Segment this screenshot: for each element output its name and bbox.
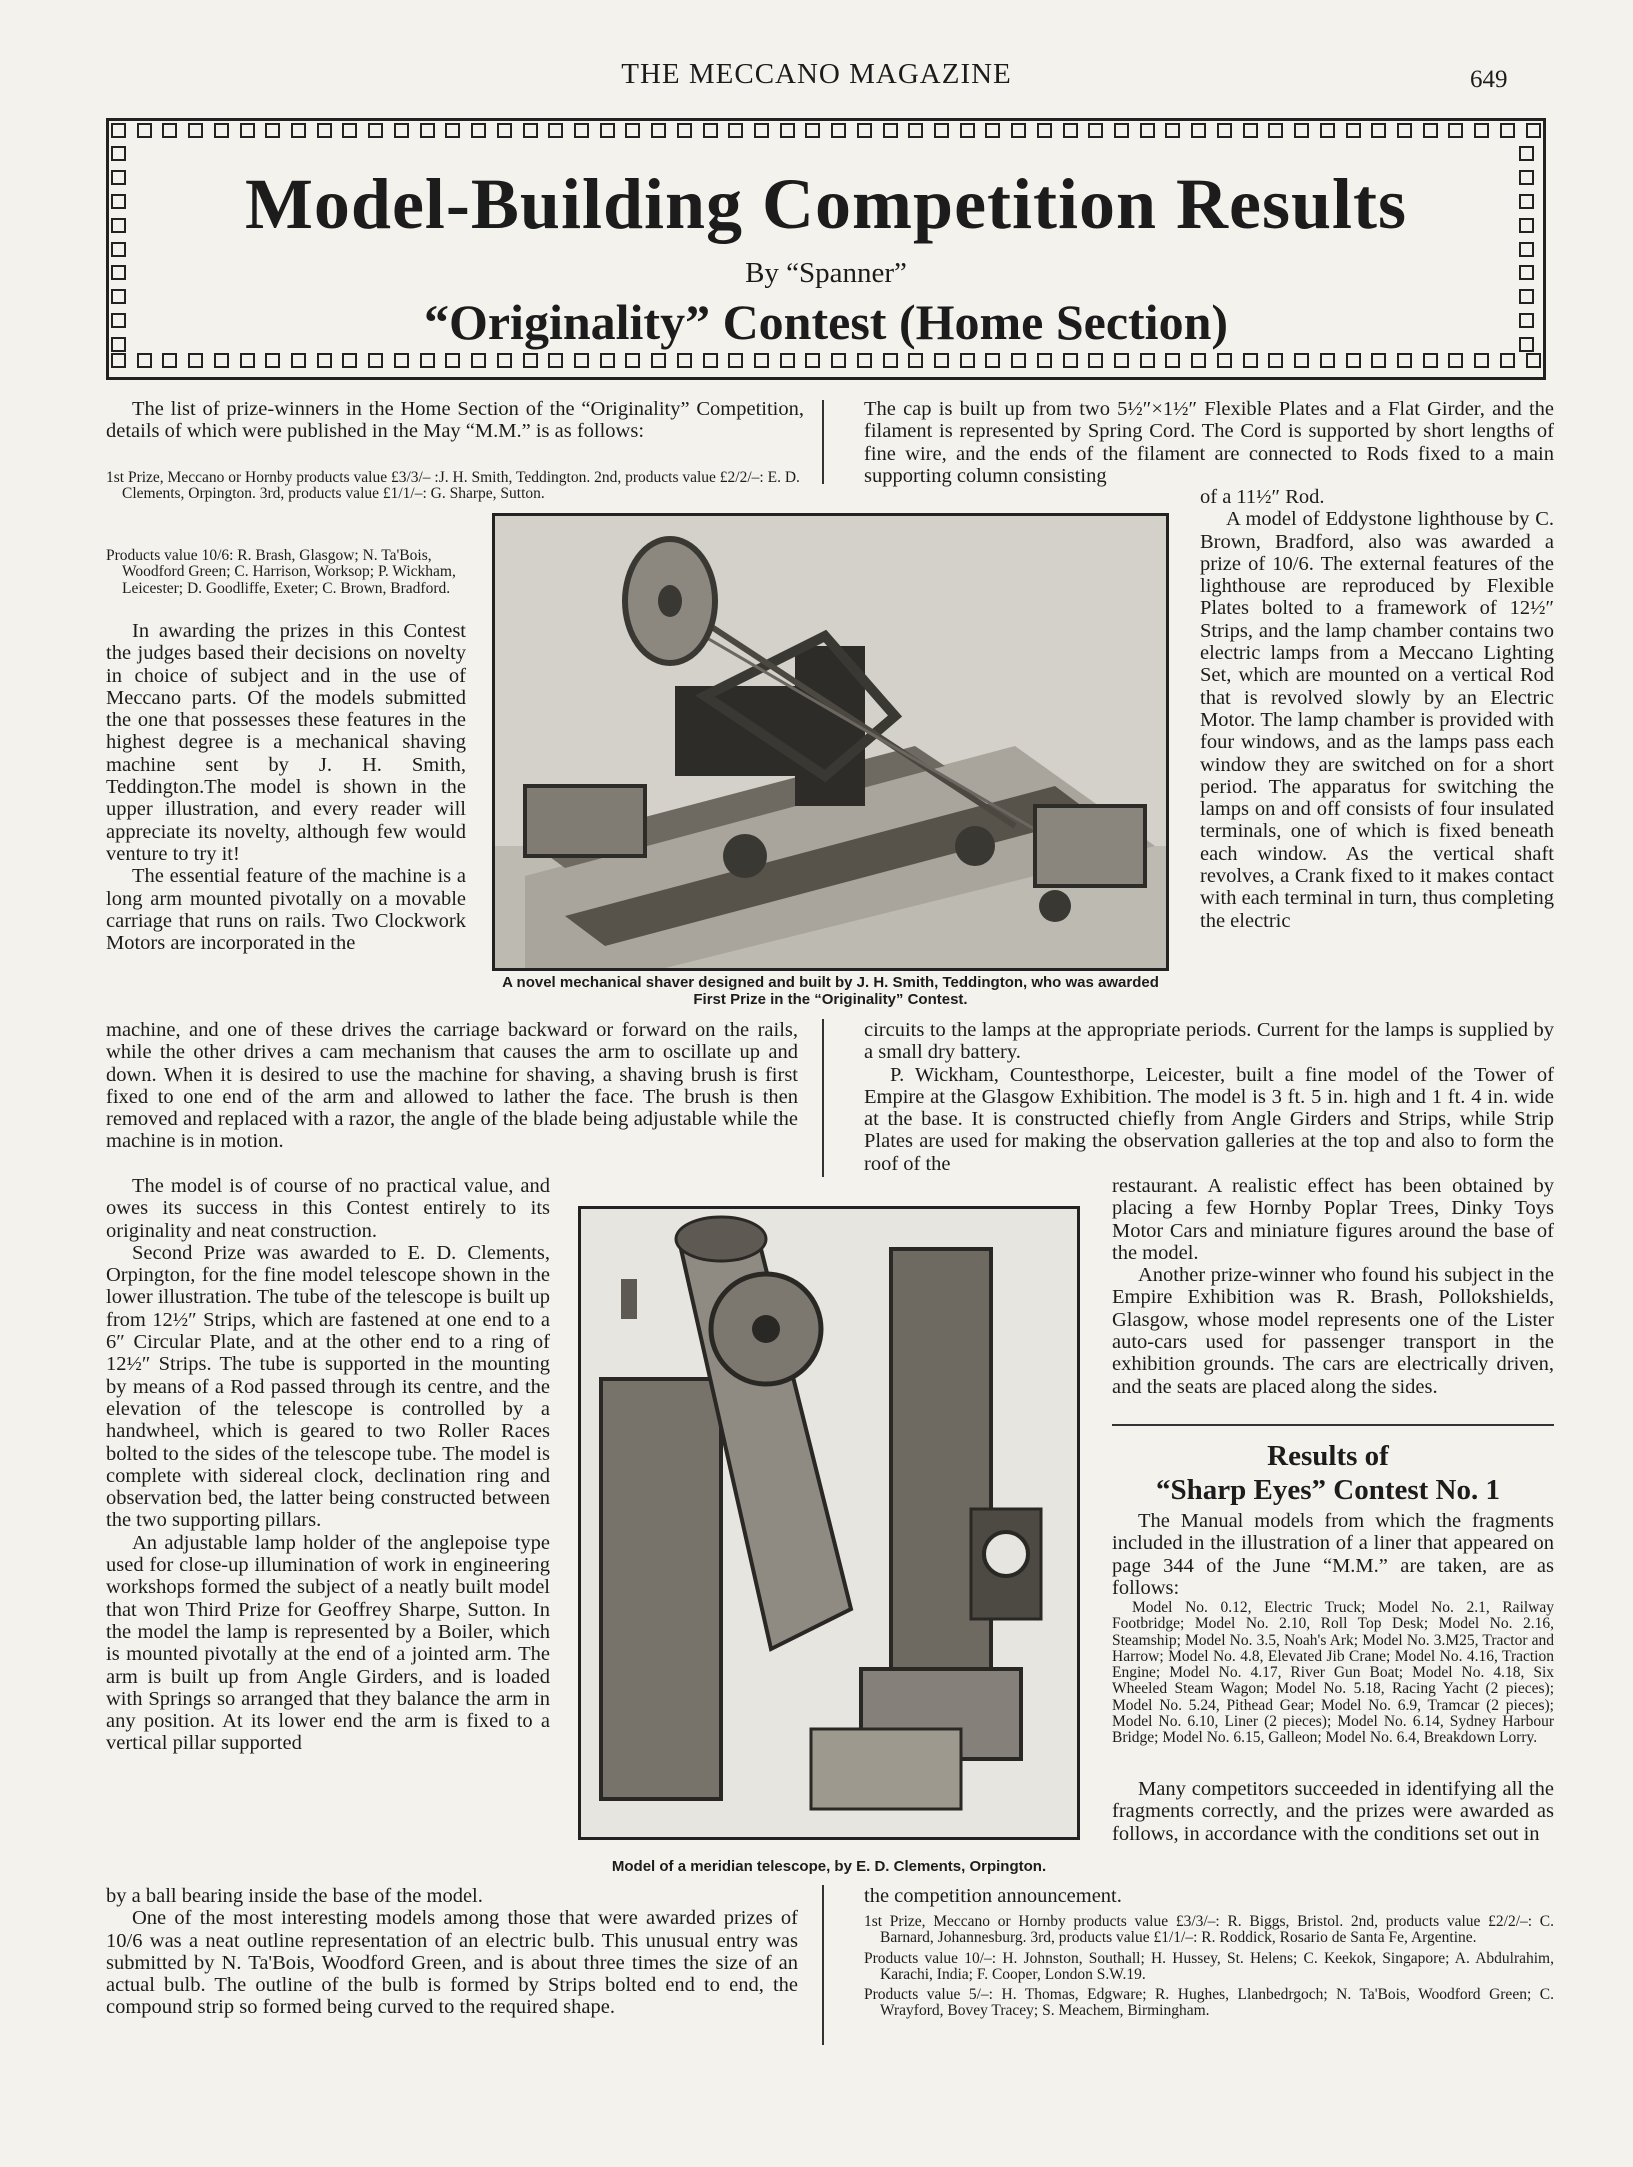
border-square: [600, 123, 615, 138]
telescope-illustration: [581, 1209, 1077, 1837]
lamp-paragraph: An adjustable lamp holder of the anglepoise type used for close-up illumination of work in engineering workshops formed the subject of a neatly built model that won Third Prize for Geoffrey Sharpe, Sutton. In the model the lamp is represented by a Boiler, which is mounted pivotally at the end of a jointed arm. The arm is built up from Angle Girders, and is loaded with Springs so arranged that they balance the arm in any position. At its lower end the arm is fixed to a vertical pillar supported: [106, 1531, 550, 1755]
border-square: [317, 123, 332, 138]
shaver-illustration: [495, 516, 1166, 968]
border-square: [908, 353, 923, 368]
border-square: [1526, 353, 1541, 368]
border-square: [934, 123, 949, 138]
border-square: [548, 123, 563, 138]
border-square: [1320, 353, 1335, 368]
bulb-paragraph-cont: The cap is built up from two 5½″×1½″ Flexible Plates and a Flat Girder, and the filament is represented by Spring Cord. The Cord is supported by short lengths of fine wire, and the ends of the filament are connected to Rods fixed to a main supporting column consisting: [864, 398, 1554, 487]
bulb-paragraph-end: of a 11½″ Rod.: [1200, 486, 1325, 508]
border-square: [1268, 123, 1283, 138]
border-square: [960, 353, 975, 368]
col2-middle-text: [864, 1019, 1554, 1175]
border-square: [1037, 353, 1052, 368]
border-square: [111, 146, 126, 161]
border-square: [1114, 353, 1129, 368]
border-square: [1243, 123, 1258, 138]
border-square: [600, 353, 615, 368]
column-rule-middle: [822, 1019, 824, 1177]
border-square: [908, 123, 923, 138]
prize-list-10-6: [106, 548, 468, 601]
shaver-paragraph: In awarding the prizes in this Contest the judges based their decisions on novelty in choice of subject and in the use of Meccano parts. Of the models submitted the one that possesses these features in the highest degree is a mechanical shaving machine sent by J. H. Smith, Teddington.The model is shown in the upper illustration, and every reader will appreciate its novelty, although few would venture to try it!: [106, 620, 466, 865]
models-list: [1112, 1600, 1554, 1751]
col1-narrow-lower-text: [106, 1175, 550, 1755]
border-square: [137, 353, 152, 368]
border-square: [1397, 123, 1412, 138]
border-square: [1500, 123, 1515, 138]
border-square: [420, 123, 435, 138]
col1-narrow-text: [106, 620, 466, 954]
border-square: [1423, 123, 1438, 138]
border-square: [394, 123, 409, 138]
border-square: [420, 353, 435, 368]
telescope-caption: Model of a meridian telescope, by E. D. Clements, Orpington.: [611, 1858, 1047, 1875]
border-square: [1397, 353, 1412, 368]
border-square: [265, 123, 280, 138]
border-square: [471, 123, 486, 138]
tower-paragraph: P. Wickham, Countesthorpe, Leicester, built a fine model of the Tower of Empire at the Glasgow Exhibition. The model is 3 ft. 5 in. high and 1 ft. 4 in. wide at the base. It is constructed chiefly from Angle Girders and Strips, while Strip Plates are used for making the observation galleries at the top and also to form the roof of the: [864, 1063, 1554, 1175]
border-square: [137, 123, 152, 138]
border-square: [1474, 353, 1489, 368]
shaver-feature-paragraph: The essential feature of the machine is a long arm mounted pivotally on a movable carriage that runs on rails. Two Clockwork Motors are incorporated in the: [106, 865, 466, 955]
border-square: [1448, 123, 1463, 138]
border-square: [548, 353, 563, 368]
border-square: [111, 353, 126, 368]
winners-intro-text: Many competitors succeeded in identifying all the fragments correctly, and the prizes were awarded as follows, in accordance with the conditions set out in: [1112, 1778, 1554, 1845]
border-square: [985, 123, 1000, 138]
border-square: [805, 353, 820, 368]
telescope-paragraph: Second Prize was awarded to E. D. Clements, Orpington, for the fine model telescope shown in the lower illustration. The tube of the telescope is built up from 12½″ Strips, which are fastened at one end to a 6″ Circular Plate, and at the other end to a ring of 12½″ Strips. The tube is supported in the mounting by means of a Rod passed through its centre, and the elevation of the telescope is controlled by a handwheel, which is geared to two Roller Races bolted to the sides of the telescope tube. The model is complete with sidereal clock, declination ring and observation bed, the latter being constructed between the two supporting pillars.: [106, 1241, 550, 1532]
border-square: [703, 353, 718, 368]
lamp-paragraph-end: by a ball bearing inside the base of the model.: [106, 1885, 483, 1907]
bulb-paragraph: One of the most interesting models among those that were awarded prizes of 10/6 was a neat outline representation of an electric bulb. This unusual entry was submitted by N. Ta'Bois, Woodford Green, and is about three times the size of an actual bulb. The outline of the bulb is formed by Strips bolted end to end, the compound strip so formed being curved to the required shape.: [106, 1907, 798, 2019]
border-square: [883, 353, 898, 368]
border-square: [1371, 353, 1386, 368]
border-square: [857, 123, 872, 138]
border-square: [1474, 123, 1489, 138]
sharp-eyes-prize-5: Products value 5/–: H. Thomas, Edgware; R. Hughes, Llanbedrgoch; N. Ta'Bois, Woodford Green; C. Wrayford, Bovey Tracey; S. Meachem, Birmingham.: [864, 1986, 1554, 2020]
prize-list-10-6-text: Products value 10/6: R. Brash, Glasgow; N. Ta'Bois, Woodford Green; C. Harrison, Worksop; P. Wickham, Leicester; D. Goodliffe, Exeter; C. Brown, Bradford.: [106, 547, 456, 597]
intro-text: The list of prize-winners in the Home Section of the “Originality” Competition, details of which were published in the May “M.M.” is as follows:: [106, 398, 804, 443]
border-square: [1088, 123, 1103, 138]
col1-bottom-text: [106, 1885, 798, 2019]
lighthouse-paragraph: A model of Eddystone lighthouse by C. Brown, Bradford, also was awarded a prize of 10/6. The external features of the lighthouse are reproduced by Flexible Plates bolted to a framework of 12½″ Strips, and the lamp chamber contains two electric lamps from a Meccano Lighting Set, which are mounted on a vertical Rod that is revolved slowly by an Electric Motor. The lamp chamber is provided with four windows, and as the lamps pass each window they are switched on for a short period. The apparatus for switching the lamps on and off consists of four insulated terminals, one of which is fixed beneath each window. As the vertical shaft revolves, a Crank fixed to it makes contact with each terminal in turn, thus completing the electric: [1200, 508, 1554, 932]
prize-list-text: 1st Prize, Meccano or Hornby products value £3/3/– :J. H. Smith, Teddington. 2nd, products value £2/2/–: E. D. Clements, Orpington. 3rd, products value £1/1/–: G. Sharpe, Sutton.: [106, 469, 800, 503]
section-divider: [1112, 1424, 1554, 1426]
border-square: [1114, 123, 1129, 138]
border-square: [1526, 123, 1541, 138]
border-square: [1448, 353, 1463, 368]
border-square: [780, 353, 795, 368]
border-square: [703, 123, 718, 138]
sharp-eyes-intro-text: The Manual models from which the fragments included in the illustration of a liner that appeared on page 344 of the June “M.M.” are taken, are as follows:: [1112, 1510, 1554, 1599]
border-square: [1088, 353, 1103, 368]
border-square: [1191, 123, 1206, 138]
intro-paragraph: [106, 398, 804, 443]
border-square: [625, 353, 640, 368]
border-square: [342, 353, 357, 368]
border-square: [1346, 123, 1361, 138]
decorative-border-bottom: [109, 353, 1543, 375]
border-square: [934, 353, 949, 368]
border-square: [1191, 353, 1206, 368]
border-square: [1268, 353, 1283, 368]
sharp-eyes-announcement: [864, 1885, 1554, 1907]
sharp-eyes-prize-10: Products value 10/–: H. Johnston, Southall; H. Hussey, St. Helens; C. Keekok, Singapore; A. Abdulrahim, Karachi, India; F. Cooper, London S.W.19.: [864, 1949, 1554, 1983]
col2-narrow-text: [1200, 486, 1554, 932]
shaver-photo: [492, 513, 1169, 971]
border-square: [1243, 353, 1258, 368]
border-square: [728, 353, 743, 368]
border-square: [1037, 123, 1052, 138]
border-square: [162, 123, 177, 138]
border-square: [317, 353, 332, 368]
border-square: [214, 353, 229, 368]
border-square: [162, 353, 177, 368]
practical-value-paragraph: The model is of course of no practical value, and owes its success in this Contest entirely to its originality and neat construction.: [106, 1175, 550, 1242]
sharp-eyes-winners-intro: [1112, 1778, 1554, 1845]
border-square: [1346, 353, 1361, 368]
prize-list-line1: [106, 470, 806, 507]
border-square: [368, 353, 383, 368]
border-square: [1294, 353, 1309, 368]
page-number: 649: [1470, 66, 1508, 93]
border-square: [754, 123, 769, 138]
border-square: [677, 353, 692, 368]
border-square: [523, 123, 538, 138]
sharp-eyes-intro: [1112, 1510, 1554, 1599]
border-square: [1011, 353, 1026, 368]
autocar-paragraph: Another prize-winner who found his subject in the Empire Exhibition was R. Brash, Pollokshields, Glasgow, whose model represents one of the Lister auto-cars used for passenger transport in the exhibition grounds. The cars are electrically driven, and the seats are placed along the sides.: [1112, 1264, 1554, 1398]
border-square: [265, 353, 280, 368]
border-square: [754, 353, 769, 368]
border-square: [831, 123, 846, 138]
byline: By “Spanner”: [745, 257, 907, 289]
border-square: [1294, 123, 1309, 138]
border-square: [214, 123, 229, 138]
column-rule-top: [822, 400, 824, 484]
border-square: [1320, 123, 1335, 138]
telescope-photo: [578, 1206, 1080, 1840]
border-square: [394, 353, 409, 368]
border-square: [651, 353, 666, 368]
border-square: [677, 123, 692, 138]
shaver-operation-paragraph: machine, and one of these drives the carriage backward or forward on the rails, while the other drives a cam mechanism that causes the arm to oscillate up and down. When it is desired to use the machine for shaving, a shaving brush is first fixed to one end of the arm and allowed to lather the face. The brush is then removed and replaced with a razor, the angle of the blade being adjustable while the machine is in motion.: [106, 1019, 798, 1153]
border-square: [1519, 146, 1534, 161]
border-square: [188, 353, 203, 368]
models-list-text: Model No. 0.12, Electric Truck; Model No. 2.1, Railway Footbridge; Model No. 2.10, Roll Top Desk; Model No. 2.16, Steamship; Model No. 3.5, Noah's Ark; Model No. 3.M25, Tractor and Harrow; Model No. 4.8, Elevated Jib Crane; Model No. 4.16, Traction Engine; Model No. 4.17, River Gun Boat; Model No. 4.18, Six Wheeled Steam Wagon; Model No. 5.18, Racing Yacht (2 pieces); Model No. 5.24, Pithead Gear; Model No. 6.9, Tramcar (2 pieces); Model No. 6.10, Liner (2 pieces); Model No. 6.14, Sydney Harbour Bridge; Model No. 6.15, Galleon; Model No. 6.4, Breakdown Lorry.: [1112, 1599, 1554, 1747]
border-square: [857, 353, 872, 368]
column-rule-bottom: [822, 1885, 824, 2045]
border-square: [780, 123, 795, 138]
border-square: [1217, 353, 1232, 368]
border-square: [1140, 123, 1155, 138]
border-square: [240, 353, 255, 368]
border-square: [805, 123, 820, 138]
border-square: [1063, 123, 1078, 138]
border-square: [111, 123, 126, 138]
sharp-eyes-prizes: [864, 1914, 1554, 2024]
border-square: [1011, 123, 1026, 138]
border-square: [342, 123, 357, 138]
border-square: [960, 123, 975, 138]
border-square: [240, 123, 255, 138]
border-square: [445, 123, 460, 138]
border-square: [291, 123, 306, 138]
border-square: [1423, 353, 1438, 368]
border-square: [651, 123, 666, 138]
results-title-line2: “Sharp Eyes” Contest No. 1: [1156, 1474, 1500, 1506]
announcement-text: the competition announcement.: [864, 1885, 1122, 1907]
title-box: [106, 118, 1546, 380]
col2-narrow-lower-text: [1112, 1175, 1554, 1398]
border-square: [1165, 123, 1180, 138]
border-square: [1217, 123, 1232, 138]
col2-top-text: [864, 398, 1554, 487]
results-title-line1: Results of: [1267, 1440, 1389, 1472]
border-square: [497, 123, 512, 138]
border-square: [291, 353, 306, 368]
col1-middle-text: [106, 1019, 798, 1153]
border-square: [368, 123, 383, 138]
tower-paragraph-end: restaurant. A realistic effect has been obtained by placing a few Hornby Poplar Trees, Dinky Toys Motor Cars and miniature figures around the base of the model.: [1112, 1175, 1554, 1264]
border-square: [625, 123, 640, 138]
border-square: [728, 123, 743, 138]
border-square: [1500, 353, 1515, 368]
border-square: [883, 123, 898, 138]
headline: Model-Building Competition Results: [244, 164, 1408, 244]
border-square: [188, 123, 203, 138]
magazine-title: THE MECCANO MAGAZINE: [621, 58, 1012, 90]
border-square: [1165, 353, 1180, 368]
shaver-caption: A novel mechanical shaver designed and built by J. H. Smith, Teddington, who was awarded First Prize in the “Originality” Contest.: [502, 974, 1159, 1008]
border-square: [497, 353, 512, 368]
border-square: [831, 353, 846, 368]
border-square: [523, 353, 538, 368]
border-square: [1371, 123, 1386, 138]
decorative-border-top: [109, 123, 1543, 145]
border-square: [1063, 353, 1078, 368]
border-square: [1140, 353, 1155, 368]
subheading: “Originality” Contest (Home Section): [423, 294, 1229, 350]
border-square: [574, 123, 589, 138]
border-square: [574, 353, 589, 368]
border-square: [445, 353, 460, 368]
lighthouse-paragraph-end: circuits to the lamps at the appropriate periods. Current for the lamps is supplied by a small dry battery.: [864, 1019, 1554, 1064]
border-square: [471, 353, 486, 368]
sharp-eyes-prize-top: 1st Prize, Meccano or Hornby products value £3/3/–: R. Biggs, Bristol. 2nd, products value £2/2/–: C. Barnard, Johannesburg. 3rd, products value £1/1/–: R. Roddick, Rosario de Santa Fe, Argentine.: [864, 1913, 1554, 1947]
border-square: [985, 353, 1000, 368]
